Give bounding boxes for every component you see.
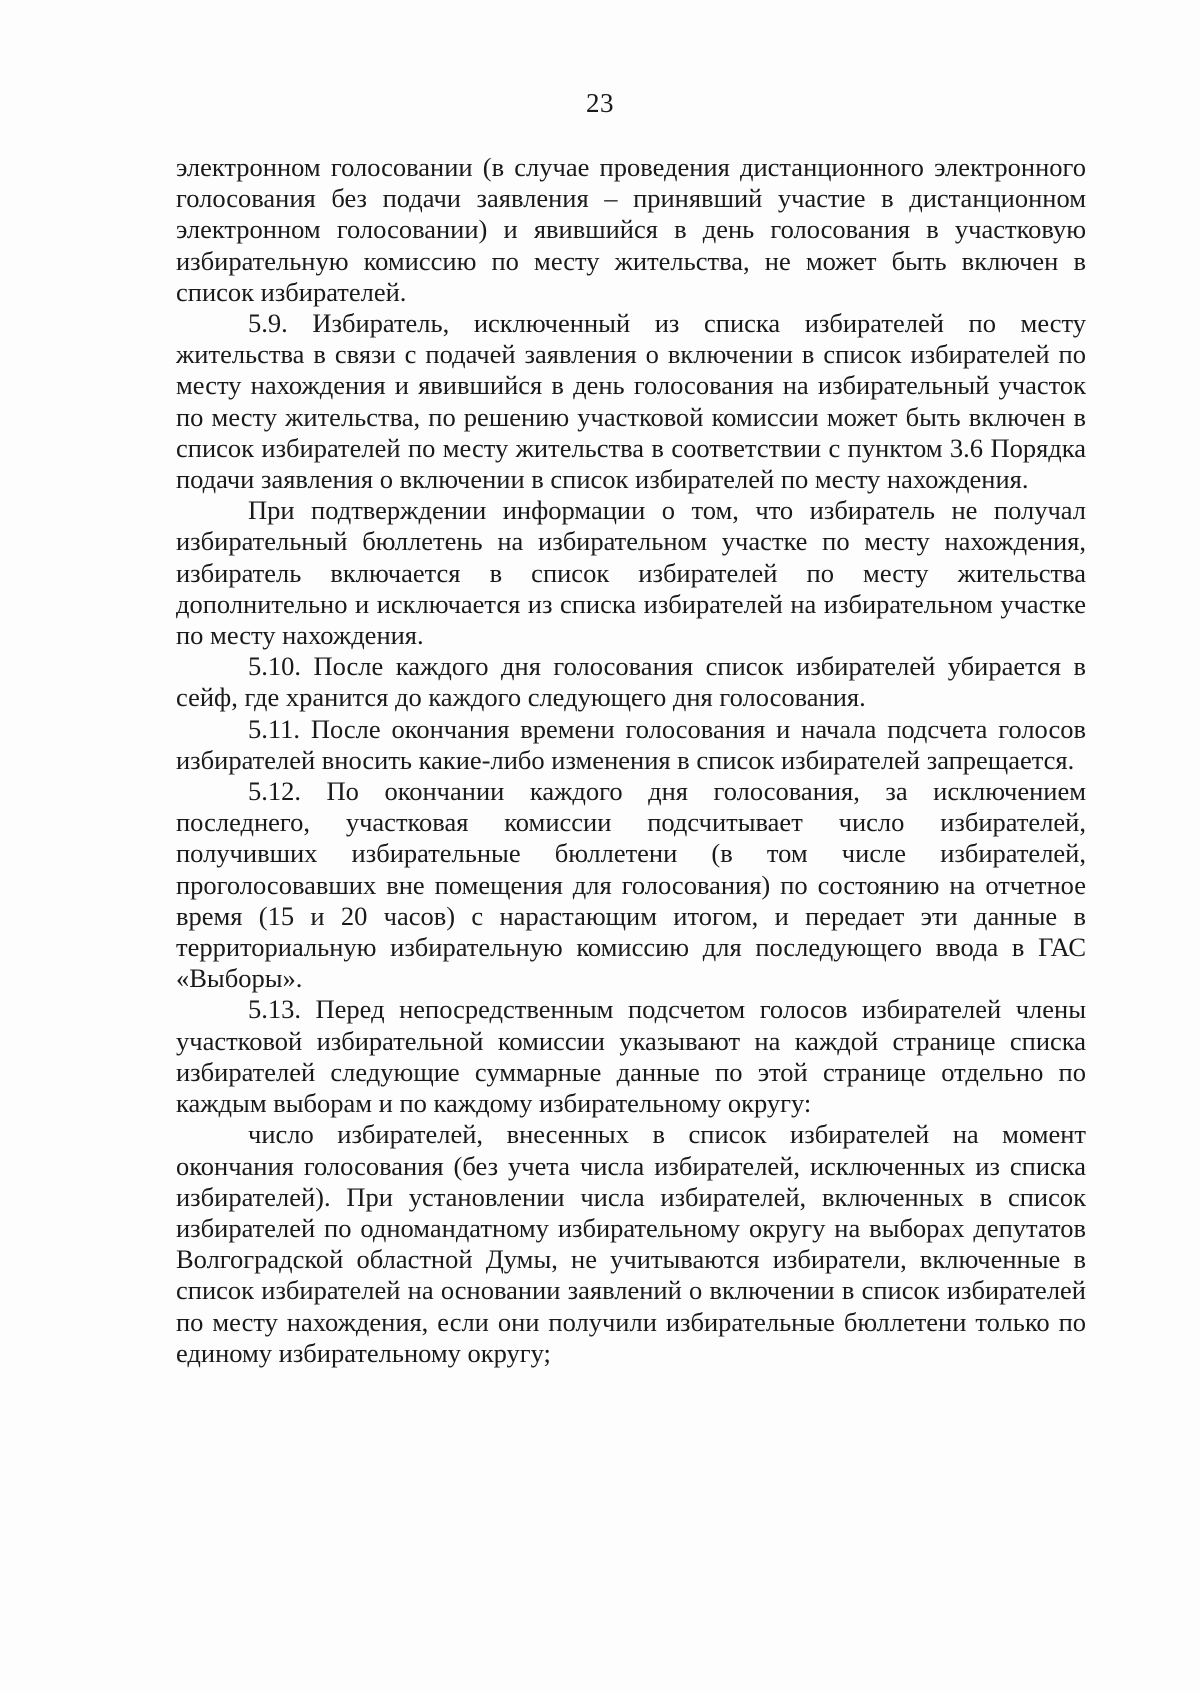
paragraph-continuation: электронном голосовании (в случае проведения дистанционного электронного голосования без подачи заявления – принявший участие в дистанционном электронном голосовании) и явившийся в день голосования в участковую избирательную комиссию по месту жительства, не может быть включен в список избирателей. xyxy=(176,152,1086,307)
paragraph-5-11: 5.11. После окончания времени голосования и начала подсчета голосов избирателей вносить какие-либо изменения в список избирателей запрещается. xyxy=(176,713,1086,775)
paragraph-voter-count: число избирателей, внесенных в список избирателей на момент окончания голосования (без учета числа избирателей, исключенных из списка избирателей). При установлении числа избирателей, включенных в список избирателей по одномандатному избирательному округу на выборах депутатов Волгоградской областной Думы, не учитываются избиратели, включенные в список избирателей на основании заявлений о включении в список избирателей по месту нахождения, если они получили избирательные бюллетени только по единому избирательному округу; xyxy=(176,1119,1086,1368)
document-body xyxy=(176,152,1086,1369)
paragraph-5-10: 5.10. После каждого дня голосования список избирателей убирается в сейф, где хранится до каждого следующего дня голосования. xyxy=(176,651,1086,713)
paragraph-5-9: 5.9. Избиратель, исключенный из списка избирателей по месту жительства в связи с подачей заявления о включении в список избирателей по месту нахождения и явившийся в день голосования на избирательный участок по месту жительства, по решению участковой комиссии может быть включен в список избирателей по месту жительства в соответствии с пунктом 3.6 Порядка подачи заявления о включении в список избирателей по месту нахождения. xyxy=(176,308,1086,495)
paragraph-5-12: 5.12. По окончании каждого дня голосования, за исключением последнего, участковая комиссии подсчитывает число избирателей, получивших избирательные бюллетени (в том числе избирателей, проголосовавших вне помещения для голосования) по состоянию на отчетное время (15 и 20 часов) с нарастающим итогом, и передает эти данные в территориальную избирательную комиссию для последующего ввода в ГАС «Выборы». xyxy=(176,776,1086,994)
paragraph-5-13: 5.13. Перед непосредственным подсчетом голосов избирателей члены участковой избирательной комиссии указывают на каждой странице списка избирателей следующие суммарные данные по этой странице отдельно по каждым выборам и по каждому избирательному округу: xyxy=(176,994,1086,1119)
paragraph-confirmation: При подтверждении информации о том, что избиратель не получал избирательный бюллетень на избирательном участке по месту нахождения, избиратель включается в список избирателей по месту жительства дополнительно и исключается из списка избирателей на избирательном участке по месту нахождения. xyxy=(176,495,1086,651)
page-number: 23 xyxy=(586,88,614,118)
